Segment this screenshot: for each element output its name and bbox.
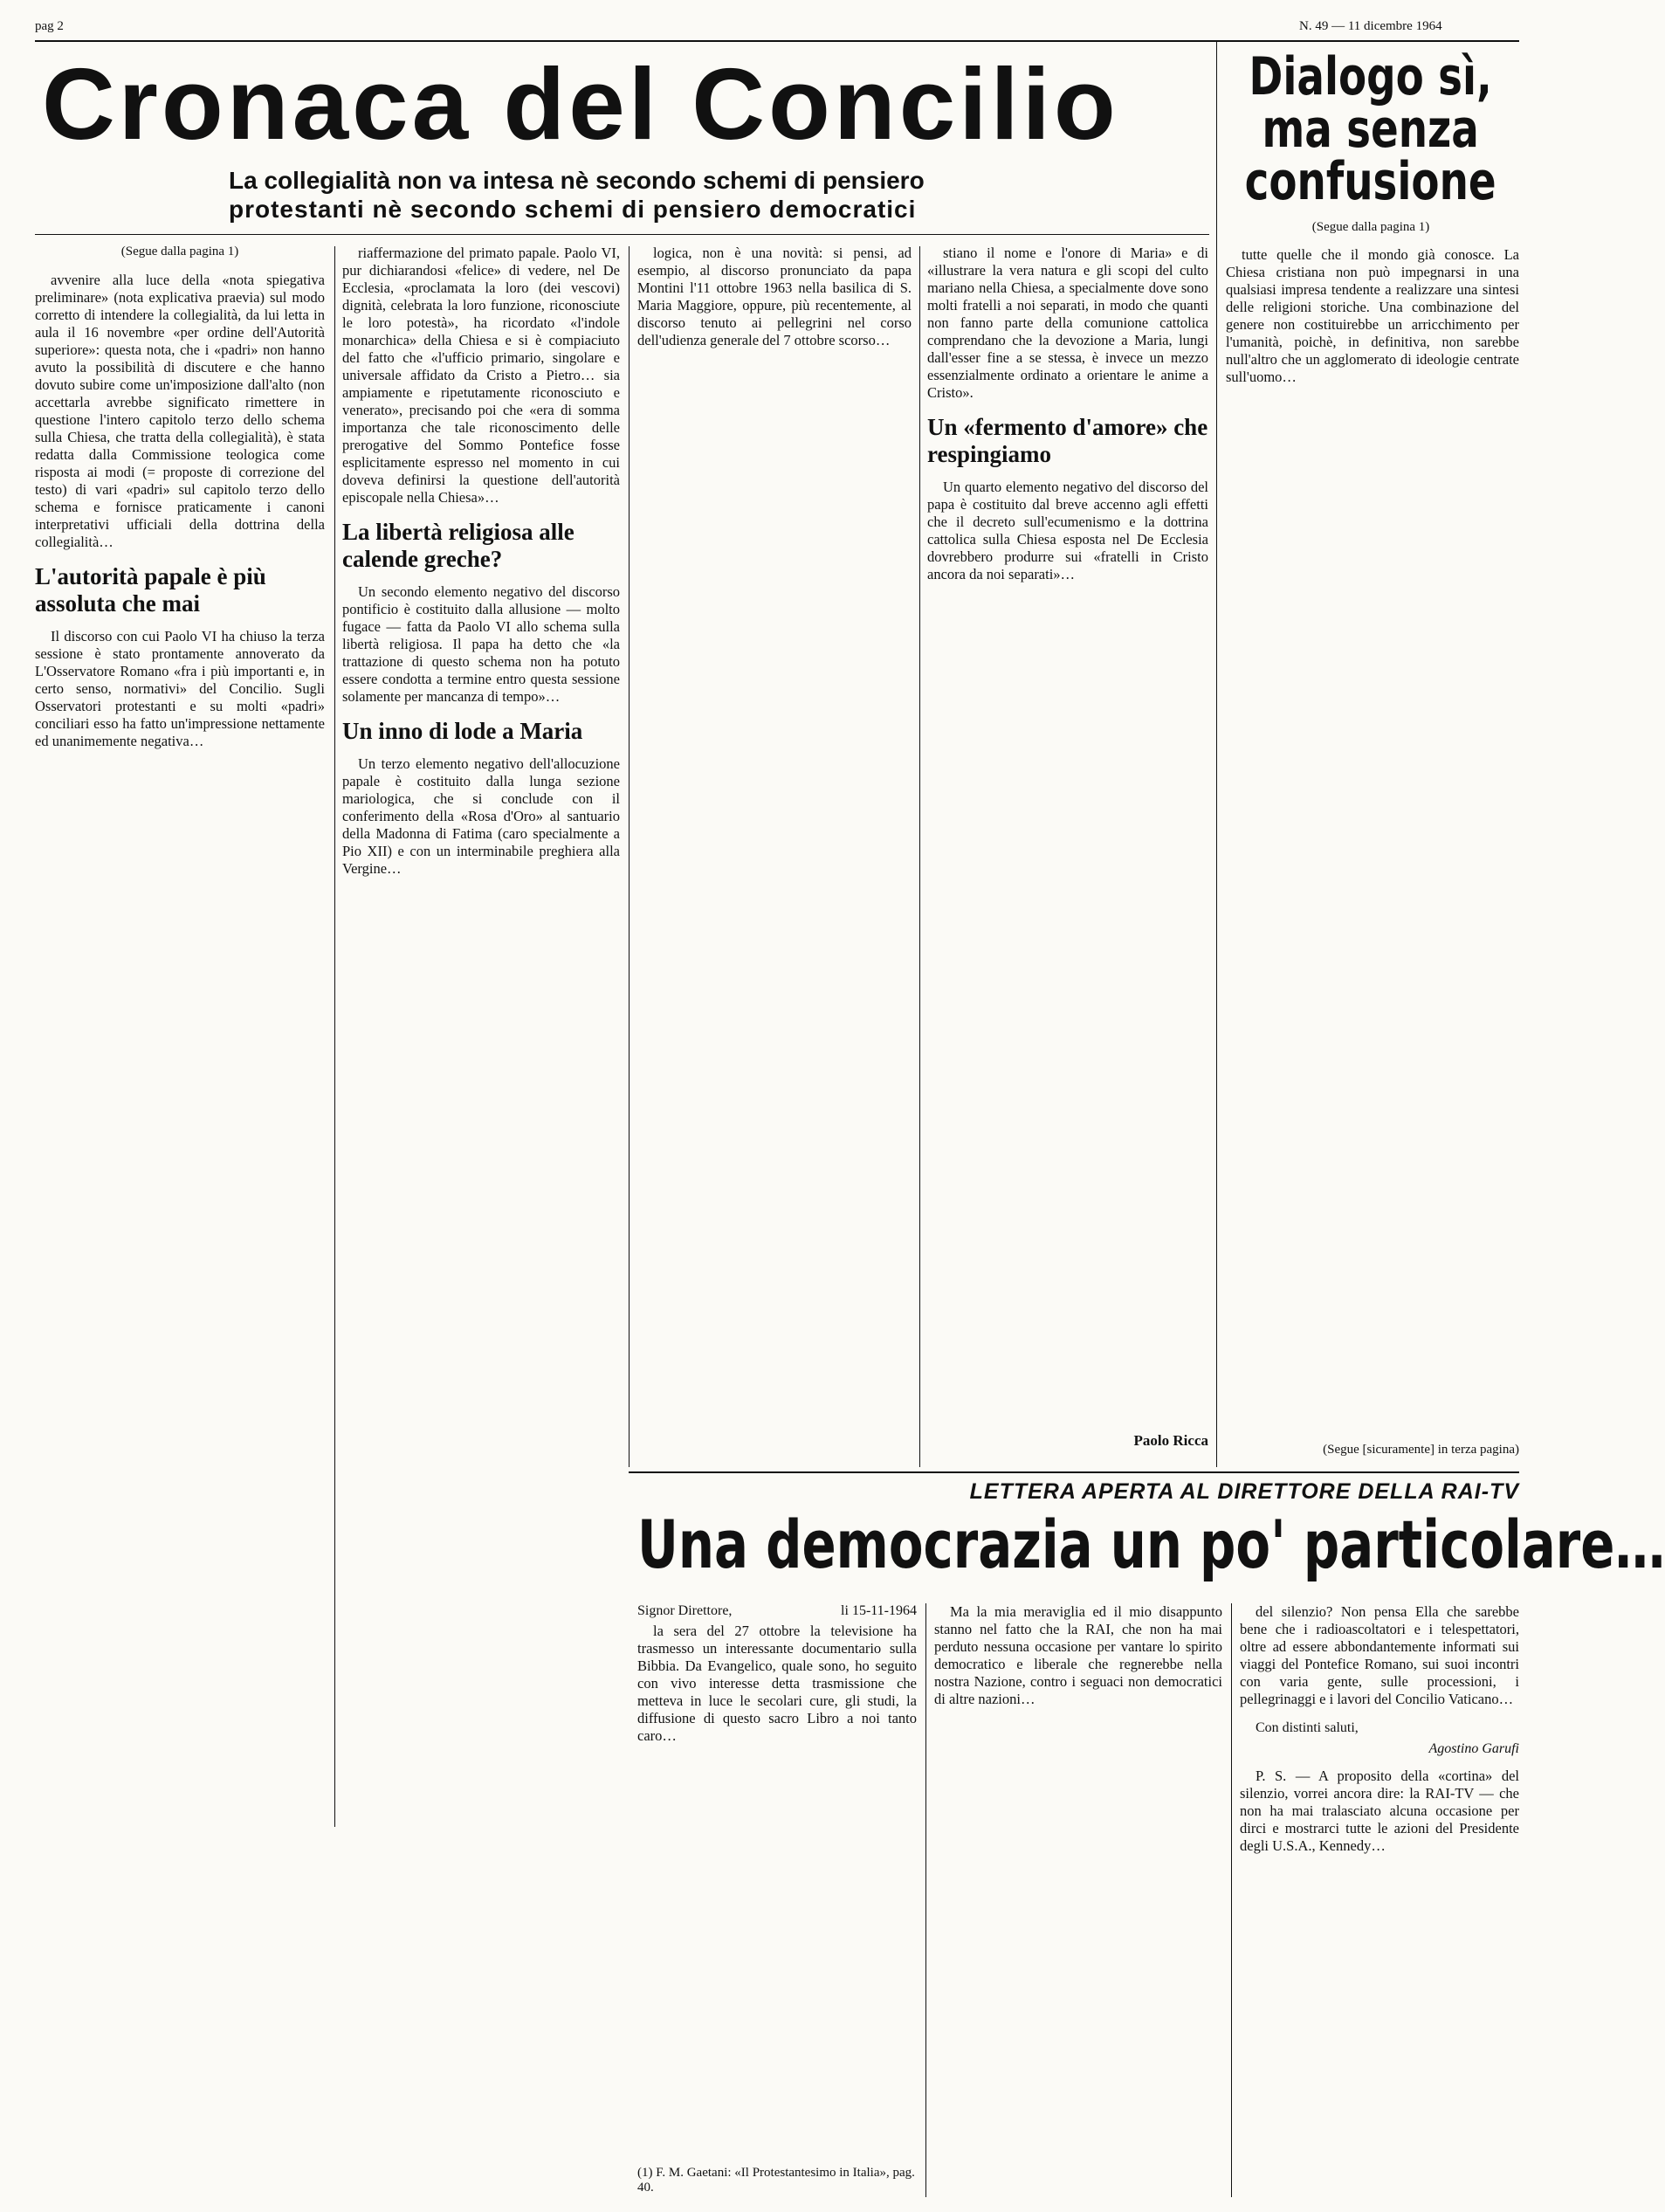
main-col2-paragraph-3: Un terzo elemento negativo dell'allocuzione papale è costituito dalla lunga sezione mariologica, che si conclude con il conferimento della «Rosa d'Oro» al santuario della Madonna di Fatima (caro specialmente a Pio XII) e con un interminabile preghiera alla Vergine…: [342, 755, 620, 877]
letter-column-2: [934, 1603, 1222, 1708]
column-rule: [334, 246, 335, 1827]
header-rule: [35, 40, 1519, 42]
page-title: Cronaca del Concilio: [42, 47, 1119, 161]
subheading-fermento: Un «fermento d'amore» che respingiamo: [927, 414, 1208, 467]
letter-column-1: [637, 1603, 917, 1745]
column-rule: [1216, 42, 1217, 1467]
column-rule: [925, 1603, 926, 2197]
side-title-line2: ma senza: [1262, 99, 1479, 160]
issue-date: N. 49 — 11 dicembre 1964: [1299, 19, 1442, 33]
page-number: pag 2: [35, 19, 64, 33]
side-title-line3: confusione: [1244, 151, 1496, 212]
main-col4-paragraph: stiano il nome e l'onore di Maria» e di «illustrare la vera natura e gli scopi del culto mariano nella Chiesa, a specialmente dove sono molti fratelli a noi separati, in modo che quanti non fanno parte della comunione cattolica comprendano che la devozione a Maria, lungi dall'esser fine a se stessa, è invece un mezzo essenzialmente ordinato a orientare le anime a Cristo».: [927, 245, 1208, 401]
deck-rule: [35, 234, 1209, 235]
letter-salutation: Signor Direttore,: [637, 1603, 733, 1618]
subheading-autorita: L'autorità papale è più assoluta che mai: [35, 563, 266, 617]
main-col2-paragraph-2: Un secondo elemento negativo del discorso pontificio è costituito dalla allusione — molto fugace — fatta da Paolo VI allo schema sulla libertà religiosa. Il papa ha detto che «la trattazione di questo schema non ha potuto essere condotta a termine entro questa sessione solamente per mancanza di tempo»…: [342, 583, 620, 705]
side-continuation: (Segue dalla pagina 1): [1311, 220, 1430, 234]
main-col2-paragraph: riaffermazione del primato papale. Paolo VI, pur dichiarandosi «felice» di vedere, nel De Ecclesia, «proclamata la loro (dei vescovi) dignità, celebrata la loro funzione, riconosciute le loro potestà», ha ricordato «l'indole monarchica» della Chiesa e si è compiaciuto del fatto che «l'ufficio primario, singolare e universale affidato da Cristo a Pietro… sia ampiamente e ripetutamente riconosciuto e venerato», precisando poi che «era di somma importanza che tale riconoscimento delle prerogative del Sommo Pontefice fosse esplicitamente espresso nel momento in cui doveva definirsi la questione dell'autorità episcopale nella Chiesa»…: [342, 245, 620, 506]
side-title-line1: Dialogo sì,: [1249, 46, 1492, 107]
headline-deck: [229, 166, 1032, 224]
letter-col2-paragraph: Ma la mia meraviglia ed il mio disappunto stanno nel fatto che la RAI, che non ha mai perduto nessuna occasione per vantare lo spirito democratico e liberale che regnerebbe nella nostra Nazione, contro i seguaci non democratici di altre nazioni…: [934, 1603, 1222, 1707]
side-paragraph: tutte quelle che il mondo già conosce. La Chiesa cristiana non può impegnarsi in una qualsiasi impresa tendente a realizzare una sintesi delle religioni storiche. Una combinazione del genere non costituirebbe un arricchimento per l'umanità, poichè, in definitiva, non sarebbe null'altro che un agglomerato di ideologie centrate sull'uomo…: [1226, 246, 1519, 385]
main-column-3: [637, 245, 912, 349]
letter-date: li 15-11-1964: [841, 1603, 917, 1618]
letter-postscript: P. S. — A proposito della «cortina» del silenzio, vorrei ancora dire: la RAI-TV — che non ha mai tralasciato alcuna occasione per dirci e mostrarci tutte le azioni del Presidente degli U.S.A., Kennedy…: [1240, 1768, 1519, 1854]
deck-line-1: La collegialità non va intesa nè secondo schemi di pensiero: [229, 167, 925, 194]
main-column-4: [927, 245, 1208, 583]
main-col4-paragraph-2: Un quarto elemento negativo del discorso del papa è costituito dal breve accenno agli effetti che il decreto sull'ecumenismo e la dottrina cattolica sulla Chiesa esposta nel De Ecclesia dovrebbero produrre sui «fratelli in Cristo ancora da noi separati»…: [927, 479, 1208, 582]
section-rule: [629, 1471, 1519, 1473]
column-rule: [629, 246, 630, 1467]
column-rule: [1231, 1603, 1232, 2197]
main-col1-paragraph-2: Il discorso con cui Paolo VI ha chiuso la terza sessione è stato prontamente annoverato da L'Osservatore Romano «fra i più importanti e, in certo senso, normativi» del Concilio. Sugli Osservatori protestanti e su molti «padri» conciliari esso ha fatto un'impressione nettamente ed unanimemente negativa…: [35, 628, 325, 749]
letter-signature: Agostino Garufi: [1428, 1741, 1519, 1756]
subheading-liberta: La libertà religiosa alle calende greche?: [342, 519, 574, 572]
letter-closing: Con distinti saluti,: [1256, 1720, 1359, 1735]
letter-footnote: (1) F. M. Gaetani: «Il Protestantesimo in Italia», pag. 40.: [637, 2166, 915, 2195]
letter-col1-paragraph: la sera del 27 ottobre la televisione ha trasmesso un interessante documentario sulla Bibbia. Da Evangelico, quale sono, ho seguito con vivo interesse detta trasmissione che metteva in luce le secolari cure, gli studi, la diffusione di questo sacro Libro a noi tanto caro…: [637, 1623, 917, 1744]
main-col3-paragraph: logica, non è una novità: si pensi, ad esempio, al discorso pronunciato da papa Montini l'11 ottobre 1963 nella basilica di S. Maria Maggiore, oppure, più recentemente, al discorso tenuto ai pellegrini nel corso dell'udienza generale del 7 ottobre scorso…: [637, 245, 912, 348]
letter-title: Una democrazia un po' particolare…: [637, 1506, 1665, 1583]
letter-kicker: LETTERA APERTA AL DIRETTORE DELLA RAI-TV: [969, 1479, 1519, 1504]
main-signature: Paolo Ricca: [1133, 1432, 1208, 1449]
side-ending: (Segue [sicuramente] in terza pagina): [1323, 1443, 1519, 1457]
letter-col3-paragraph: del silenzio? Non pensa Ella che sarebbe bene che i radioascoltatori e i telespettatori, oltre ad essere abbondantemente informati sui viaggi del Pontefice Romano, sui suoi incontri con varia gente, sulle processioni, i pellegrinaggi e i lavori del Concilio Vaticano…: [1240, 1603, 1519, 1707]
letter-column-3: [1240, 1603, 1519, 1855]
side-headline: [1222, 46, 1519, 212]
main-column-1: [35, 245, 325, 750]
subheading-inno: Un inno di lode a Maria: [342, 718, 583, 744]
deck-line-2: protestanti nè secondo schemi di pensiero democratici: [229, 196, 917, 223]
main-column-2: [342, 245, 620, 878]
main-continuation: (Segue dalla pagina 1): [120, 245, 239, 258]
column-rule: [919, 246, 920, 1467]
side-column: [1226, 246, 1519, 386]
main-col1-paragraph: avvenire alla luce della «nota spiegativa preliminare» (nota explicativa praevia) sul modo corretto di intendere la collegialità, da lui letta in aula il 16 novembre «per ordine dell'Autorità superiore»: questa nota, che i «padri» non hanno avuto la possibilità di discutere e che hanno dovuto subire come un'imposizione dall'alto (non accettarla avrebbe significato rimettere in questione l'intero capitolo terzo dello schema sulla Chiesa, che tratta della collegialità), è stata redatta dalla Commissione teologica come risposta ai modi (= proposte di correzione del testo) di vari «padri» sul capitolo terzo dello schema e fornisce praticamente i canoni interpretativi ufficiali della dottrina della collegialità…: [35, 272, 325, 550]
